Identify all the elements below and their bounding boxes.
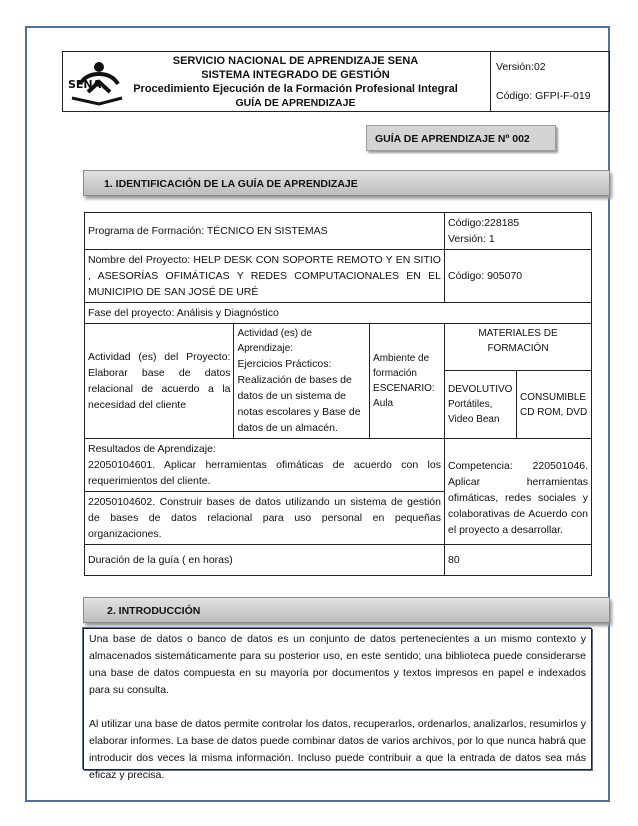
introduction-box xyxy=(83,628,592,781)
header-line-2: SISTEMA INTEGRADO DE GESTIÓN xyxy=(201,68,390,81)
section-1-heading: 1. IDENTIFICACIÓN DE LA GUÍA DE APRENDIZAJE xyxy=(83,170,610,196)
learning-activity-label: Actividad (es) de Aprendizaje: xyxy=(237,328,312,354)
competence-cell: Competencia: 220501046. Aplicar herramientas ofimáticas, redes sociales y colaborativas de Acuerdo con el proyecto a desarrollar. xyxy=(444,439,591,545)
program-code: Código:228185 xyxy=(447,217,520,229)
results-label: Resultados de Aprendizaje: xyxy=(88,443,216,455)
project-code-cell: Código: 905070 xyxy=(444,250,591,303)
program-version: Versión: 1 xyxy=(447,233,495,245)
project-name-cell: Nombre del Proyecto: HELP DESK CON SOPORTE REMOTO Y EN SITIO , ASESORÍAS OFIMÁTICAS Y REDES COMPUTACIONALES EN EL MUNICIPIO DE SAN JOSÉ DE URÉ xyxy=(85,250,445,303)
header-line-1: SERVICIO NACIONAL DE APRENDIZAJE SENA xyxy=(172,54,419,67)
header-title-cell xyxy=(63,52,491,112)
learning-activity-text: Ejercicios Prácticos: Realización de bases de datos de un sistema de notas escolares y Base de datos de un almacén. xyxy=(237,358,361,434)
sena-logo xyxy=(66,60,124,106)
program-cell: Programa de Formación: TÉCNICO EN SISTEMAS xyxy=(85,213,445,250)
devolutivo-cell: DEVOLUTIVO Portátiles, Video Bean xyxy=(444,371,516,439)
logo-text: SENA xyxy=(68,78,102,91)
learning-activity-cell xyxy=(234,324,370,439)
result-1: 22050104601. Aplicar herramientas ofimáticas de acuerdo con los requerimientos del cliente. xyxy=(88,459,441,487)
identification-table xyxy=(84,212,592,576)
consumible-cell: CONSUMIBLE CD ROM, DVD xyxy=(516,371,591,439)
materials-header-cell: MATERIALES DE FORMACIÓN xyxy=(444,324,591,371)
header-meta-cell xyxy=(491,52,610,112)
duration-value: 80 xyxy=(444,545,591,576)
project-activity-cell: Actividad (es) del Proyecto: Elaborar base de datos relacional de acuerdo a la necesidad del cliente xyxy=(85,324,234,439)
header-line-3: Procedimiento Ejecución de la Formación Profesional Integral xyxy=(133,82,458,95)
header-line-4: GUÍA DE APRENDIZAJE xyxy=(235,96,356,109)
duration-label: Duración de la guía ( en horas) xyxy=(85,545,445,576)
environment-cell: Ambiente de formación ESCENARIO: Aula xyxy=(370,324,445,439)
result-2: 22050104602. Construir bases de datos utilizando un sistema de gestión de bases de datos relacional para uso personal en pequeñas organizaciones. xyxy=(85,492,445,545)
header-version: Versión:02 xyxy=(496,60,546,73)
header-code: Código: GFPI-F-019 xyxy=(496,89,591,102)
guide-number-box: GUÍA DE APRENDIZAJE Nº 002 xyxy=(366,125,556,151)
intro-paragraph-1: Una base de datos o banco de datos es un conjunto de datos pertenecientes a un mismo contexto y almacenados sistemáticamente para su posterior uso, en este sentido; una biblioteca puede considerarse una base de datos compuesta en su mayoría por documentos y textos impresos en papel e indexados para su consulta. xyxy=(89,633,586,696)
section-2-heading: 2. INTRODUCCIÓN xyxy=(83,597,610,623)
document-header xyxy=(62,51,610,112)
intro-paragraph-2: Al utilizar una base de datos permite controlar los datos, recuperarlos, ordenarlos, analizarlos, resumirlos y elaborar informes. La base de datos puede combinar datos de varios archivos, por lo que nunca habrá que introducir dos veces la misma información. Incluso puede contribuir a que la entrada de datos sea más eficaz y precisa. xyxy=(89,718,586,781)
program-code-cell xyxy=(444,213,591,250)
header-lines xyxy=(63,54,490,110)
results-cell-1 xyxy=(85,439,445,492)
project-phase-cell: Fase del proyecto: Análisis y Diagnóstico xyxy=(85,303,592,324)
